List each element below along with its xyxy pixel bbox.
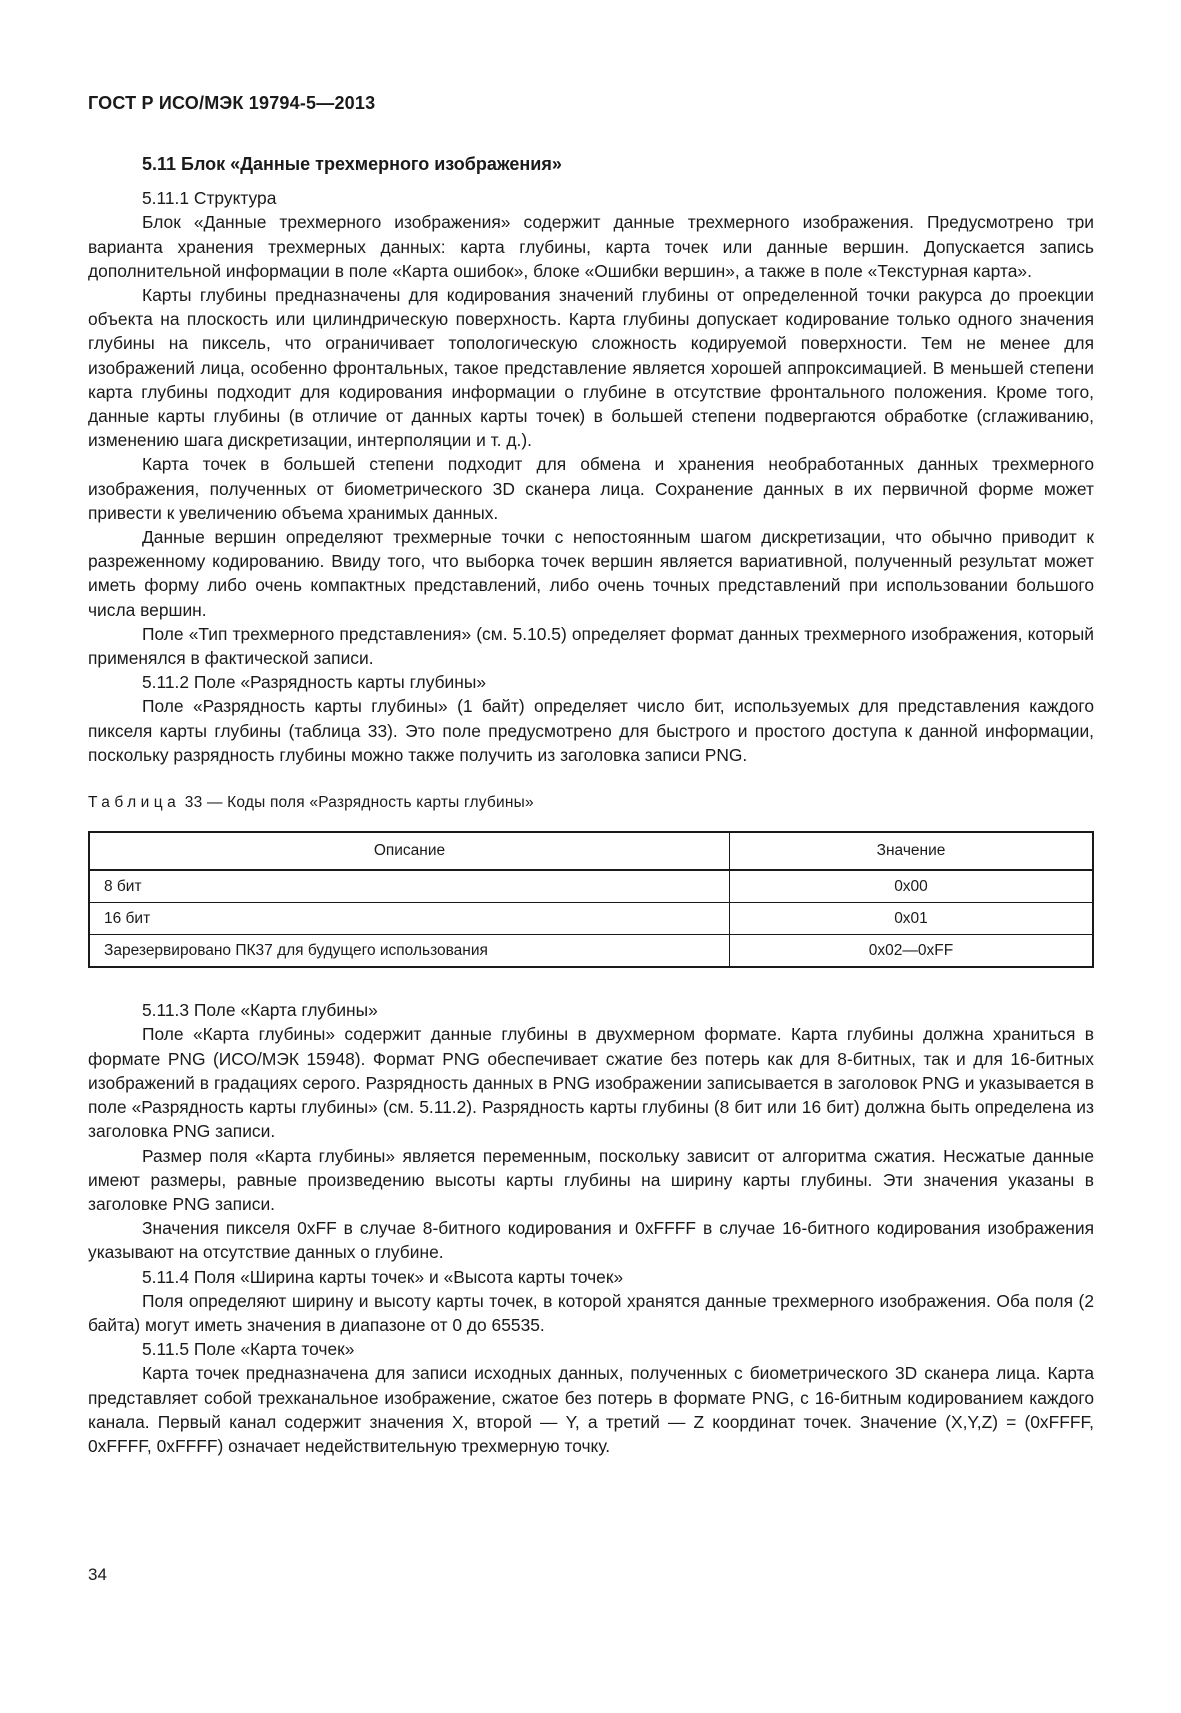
page-number: 34: [88, 1565, 107, 1584]
table-header-row: [89, 832, 1093, 870]
paragraph: Блок «Данные трехмерного изображения» содержит данные трехмерного изображения. Предусмотрено три варианта хранения трехмерных данных: карта глубины, карта точек или данные вершин. Допускается запись дополнительной информации в поле «Карта ошибок», блоке «Ошибки вершин», а также в поле «Текстурная карта».: [88, 212, 1094, 281]
table-caption: [88, 791, 1094, 815]
table-row: [89, 870, 1093, 903]
subsection-heading-5-11-1: 5.11.1 Структура: [142, 188, 277, 209]
paragraph: Данные вершин определяют трехмерные точки с непостоянным шагом дискретизации, что обычно приводит к разреженному кодированию. Ввиду того, что выборка точек вершин является вариативной, полученный результат может иметь форму либо очень компактных представлений, либо очень точных представлений при использовании большого числа вершин.: [88, 527, 1094, 620]
subsection-heading-5-11-5: 5.11.5 Поле «Карта точек»: [142, 1339, 355, 1360]
paragraph: Размер поля «Карта глубины» является переменным, поскольку зависит от алгоритма сжатия. Несжатые данные имеют размеры, равные произведению высоты карты глубины на ширину карты глубины. Эти значения указаны в заголовке PNG записи.: [88, 1145, 1094, 1214]
paragraph: Поля определяют ширину и высоту карты точек, в которой хранятся данные трехмерного изображения. Оба поля (2 байта) могут иметь значения в диапазоне от 0 до 65535.: [88, 1290, 1094, 1335]
subsection-heading-5-11-2: 5.11.2 Поле «Разрядность карты глубины»: [142, 672, 487, 693]
subsection-heading-5-11-3: 5.11.3 Поле «Карта глубины»: [142, 1000, 378, 1021]
table-cell-value: 0x01: [730, 903, 1094, 935]
table-cell-description: 8 бит: [89, 870, 730, 903]
header-description: Описание: [89, 832, 730, 870]
document-body: [88, 152, 1094, 1458]
paragraph: Карта точек предназначена для записи исходных данных, полученных с биометрического 3D сканера лица. Карта представляет собой трехканальное изображение, сжатое без потерь в формате PNG, с 16-битным кодированием каждого канала. Первый канал содержит значения X, второй — Y, а третий — Z координат точек. Значение (X,Y,Z) = (0xFFFF, 0xFFFF, 0xFFFF) означает недействительную трехмерную точку.: [88, 1363, 1094, 1456]
table-caption-text: 33 — Коды поля «Разрядность карты глубины»: [184, 794, 534, 812]
table-cell-value: 0x02—0xFF: [730, 935, 1094, 968]
table-row: [89, 903, 1093, 935]
paragraph: Значения пикселя 0xFF в случае 8-битного кодирования и 0xFFFF в случае 16-битного кодирования изображения указывают на отсутствие данных о глубине.: [88, 1218, 1094, 1263]
subsection-heading-5-11-4: 5.11.4 Поля «Ширина карты точек» и «Высота карты точек»: [142, 1266, 624, 1287]
paragraph: Карты глубины предназначены для кодирования значений глубины от определенной точки ракурса до проекции объекта на плоскость или цилиндрическую поверхность. Карта глубины допускает кодирование только одного значения глубины на пиксель, что ограничивает топологическую сложность кодируемой поверхности. Тем не менее для изображений лица, особенно фронтальных, такое представление является хорошей аппроксимацией. В меньшей степени карта глубины подходит для кодирования информации о глубине в отсутствие фронтального положения. Кроме того, данные карты глубины (в отличие от данных карты точек) в большей степени подвергаются обработке (сглаживанию, изменению шага дискретизации, интерполяции и т. д.).: [88, 285, 1094, 451]
document-header: ГОСТ Р ИСО/МЭК 19794-5—2013: [88, 93, 376, 113]
paragraph: Поле «Разрядность карты глубины» (1 байт) определяет число бит, используемых для представления каждого пикселя карты глубины (таблица 33). Это поле предусмотрено для быстрого и простого доступа к данной информации, поскольку разрядность глубины можно также получить из заголовка записи PNG.: [88, 696, 1094, 765]
paragraph: Карта точек в большей степени подходит для обмена и хранения необработанных данных трехмерного изображения, полученных от биометрического 3D сканера лица. Сохранение данных в их первичной форме может привести к увеличению объема хранимых данных.: [88, 454, 1094, 523]
table-cell-description: Зарезервировано ПК37 для будущего использования: [89, 935, 730, 968]
depth-bit-table: [88, 831, 1094, 968]
header-value: Значение: [730, 832, 1094, 870]
table-cell-value: 0x00: [730, 870, 1094, 903]
table-caption-label: Таблица: [88, 794, 181, 812]
paragraph: Поле «Карта глубины» содержит данные глубины в двухмерном формате. Карта глубины должна храниться в формате PNG (ИСО/МЭК 15948). Формат PNG обеспечивает сжатие без потерь как для 8-битных, так и для 16-битных изображений в градациях серого. Разрядность данных в PNG изображении записывается в заголовок PNG и указывается в поле «Разрядность карты глубины» (см. 5.11.2). Разрядность карты глубины (8 бит или 16 бит) должна быть определена из заголовка PNG записи.: [88, 1024, 1094, 1142]
paragraph: Поле «Тип трехмерного представления» (см. 5.10.5) определяет формат данных трехмерного изображения, который применялся в фактической записи.: [88, 623, 1094, 669]
table-row: [89, 935, 1093, 968]
section-title: 5.11 Блок «Данные трехмерного изображения»: [142, 154, 562, 174]
table-cell-description: 16 бит: [89, 903, 730, 935]
